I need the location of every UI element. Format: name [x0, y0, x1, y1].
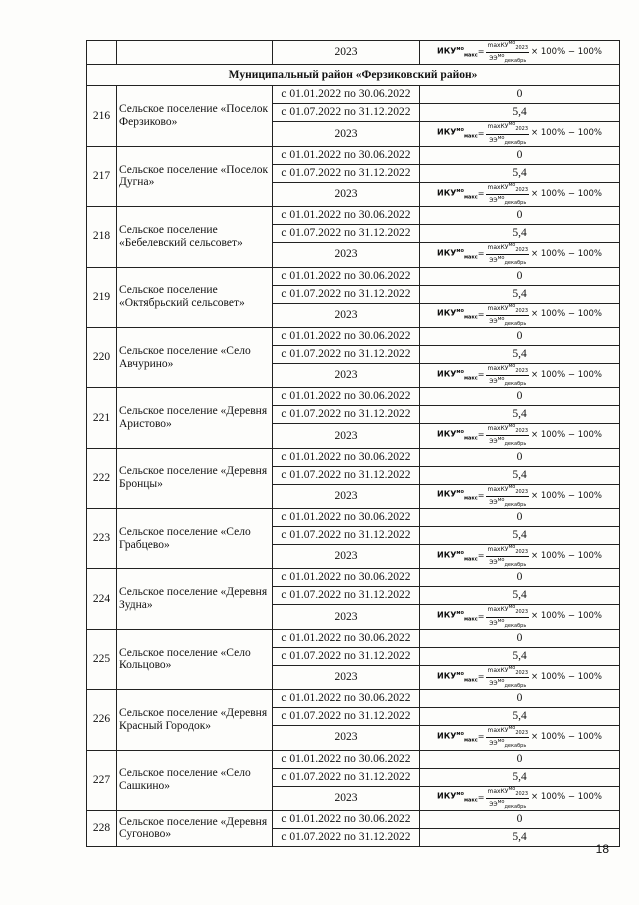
value-cell: 0 — [420, 146, 620, 164]
period-cell: с 01.01.2022 по 30.06.2022 — [273, 267, 420, 285]
period-cell: 2023 — [273, 545, 420, 569]
formula-fraction — [486, 183, 529, 206]
row-number-cell: 219 — [87, 267, 117, 327]
formula-lhs: $ИКУ^{мо}_{макс}$ — [437, 610, 478, 623]
formula-equals: = — [477, 792, 485, 802]
formula-lhs: $ИКУ^{мо}_{макс}$ — [437, 127, 478, 140]
row-number-cell — [87, 41, 117, 65]
formula-cell — [420, 122, 620, 146]
formula — [437, 243, 602, 266]
table-row — [87, 388, 620, 406]
period-cell: с 01.01.2022 по 30.06.2022 — [273, 810, 420, 828]
value-cell: 0 — [420, 509, 620, 527]
formula-denominator: $ЭЭ^{мо}_{декабрь}$ — [489, 677, 527, 690]
table-row — [87, 810, 620, 828]
period-cell: с 01.07.2022 по 31.12.2022 — [273, 164, 420, 182]
formula-lhs: $ИКУ^{мо}_{макс}$ — [437, 247, 478, 261]
formula-cell — [420, 665, 620, 689]
period-cell: с 01.07.2022 по 31.12.2022 — [273, 104, 420, 122]
formula — [437, 787, 602, 810]
formula-denominator: $ЭЭ^{мо}_{декабрь}$ — [489, 557, 527, 569]
settlement-name-cell: Сельское поселение «Деревня Бронцы» — [117, 448, 273, 508]
value-cell: 0 — [420, 327, 620, 345]
table-row — [87, 569, 620, 587]
value-cell: 0 — [420, 267, 620, 285]
formula-numerator: maxКУ$^{мо}_{2023}$ — [487, 363, 529, 375]
period-cell: с 01.01.2022 по 30.06.2022 — [273, 86, 420, 104]
formula-equals: = — [477, 249, 485, 259]
formula-denominator: $ЭЭ^{мо}_{декабрь}$ — [489, 53, 527, 65]
formula-cell — [420, 786, 620, 810]
formula-denominator: $ЭЭ^{мо}_{декабрь}$ — [489, 376, 527, 388]
formula-fraction — [486, 41, 529, 64]
period-cell: с 01.01.2022 по 30.06.2022 — [273, 207, 420, 225]
period-cell: с 01.07.2022 по 31.12.2022 — [273, 768, 420, 786]
table-row — [87, 629, 620, 647]
period-cell: с 01.01.2022 по 30.06.2022 — [273, 327, 420, 345]
settlement-name-cell: Сельское поселение «Деревня Зудна» — [117, 569, 273, 629]
formula-lhs: $ИКУ^{мо}_{макс}$ — [437, 730, 478, 744]
formula-equals: = — [477, 732, 485, 742]
formula-numerator: maxКУ$^{мо}_{2023}$ — [487, 182, 529, 193]
period-cell: с 01.07.2022 по 31.12.2022 — [273, 406, 420, 424]
row-number-cell: 228 — [87, 810, 117, 846]
formula-denominator: $ЭЭ^{мо}_{декабрь}$ — [489, 617, 527, 629]
table-row — [87, 146, 620, 164]
value-cell: 5,4 — [420, 647, 620, 665]
formula-lhs: $ИКУ^{мо}_{макс}$ — [437, 45, 478, 59]
formula-denominator: $ЭЭ^{мо}_{декабрь}$ — [489, 738, 527, 750]
value-cell: 0 — [420, 86, 620, 104]
formula-cell — [420, 363, 620, 387]
formula — [437, 364, 602, 387]
value-cell: 5,4 — [420, 345, 620, 363]
period-cell: 2023 — [273, 605, 420, 629]
formula-rhs: × 100% − 100% — [531, 550, 602, 561]
formula-rhs: × 100% − 100% — [531, 732, 602, 743]
formula-numerator: maxКУ$^{мо}_{2023}$ — [487, 604, 529, 616]
table-row — [87, 690, 620, 708]
settlement-name-cell: Сельское поселение «Поселок Ферзиково» — [117, 86, 273, 146]
value-cell: 5,4 — [420, 225, 620, 243]
row-number-cell: 221 — [87, 388, 117, 448]
formula-lhs: $ИКУ^{мо}_{макс}$ — [437, 791, 478, 804]
formula-equals: = — [477, 128, 485, 138]
value-cell: 5,4 — [420, 587, 620, 605]
value-cell: 0 — [420, 388, 620, 406]
period-cell: 2023 — [273, 424, 420, 448]
row-number-cell: 227 — [87, 750, 117, 810]
period-cell: с 01.07.2022 по 31.12.2022 — [273, 708, 420, 726]
formula-lhs: $ИКУ^{мо}_{макс}$ — [437, 549, 478, 563]
table-row — [87, 509, 620, 527]
period-cell: с 01.07.2022 по 31.12.2022 — [273, 828, 420, 846]
formula — [437, 183, 602, 206]
value-cell: 0 — [420, 207, 620, 225]
formula-fraction — [486, 364, 529, 387]
row-number-cell: 225 — [87, 629, 117, 689]
period-cell: 2023 — [273, 243, 420, 267]
formula-lhs: $ИКУ^{мо}_{макс}$ — [437, 670, 478, 683]
value-cell: 5,4 — [420, 708, 620, 726]
formula — [437, 41, 602, 64]
formula-numerator: maxКУ$^{мо}_{2023}$ — [487, 423, 529, 435]
value-cell: 5,4 — [420, 164, 620, 182]
formula-equals: = — [477, 309, 485, 319]
formula-equals: = — [477, 47, 485, 57]
formula-equals: = — [477, 490, 485, 500]
period-cell: с 01.01.2022 по 30.06.2022 — [273, 690, 420, 708]
formula — [437, 122, 602, 145]
formula-rhs: × 100% − 100% — [531, 490, 602, 501]
period-cell: с 01.07.2022 по 31.12.2022 — [273, 527, 420, 545]
formula-fraction — [486, 605, 529, 628]
formula-equals: = — [477, 671, 485, 681]
period-cell: с 01.01.2022 по 30.06.2022 — [273, 629, 420, 647]
formula-rhs: × 100% − 100% — [531, 792, 602, 803]
settlement-name-cell: Сельское поселение «Бебелевский сельсовет» — [117, 207, 273, 267]
formula-lhs: $ИКУ^{мо}_{макс}$ — [437, 489, 478, 502]
period-cell: с 01.01.2022 по 30.06.2022 — [273, 146, 420, 164]
value-cell: 5,4 — [420, 104, 620, 122]
formula-cell — [420, 303, 620, 327]
tariff-table — [86, 40, 620, 847]
page-number: 18 — [595, 842, 609, 856]
formula-numerator: maxКУ$^{мо}_{2023}$ — [487, 786, 529, 797]
formula-numerator: maxКУ$^{мо}_{2023}$ — [487, 725, 529, 737]
formula-fraction — [486, 243, 529, 266]
formula-rhs: × 100% − 100% — [531, 309, 602, 320]
formula-cell — [420, 484, 620, 508]
row-number-cell: 220 — [87, 327, 117, 387]
formula-cell — [420, 726, 620, 750]
formula-fraction — [486, 304, 529, 327]
formula-rhs: × 100% − 100% — [531, 671, 602, 682]
period-cell: с 01.07.2022 по 31.12.2022 — [273, 225, 420, 243]
formula-cell — [420, 243, 620, 267]
formula-numerator: maxКУ$^{мо}_{2023}$ — [487, 303, 529, 314]
period-cell: с 01.07.2022 по 31.12.2022 — [273, 285, 420, 303]
row-number-cell: 223 — [87, 509, 117, 569]
formula — [437, 726, 602, 749]
formula-cell — [420, 545, 620, 569]
formula-equals: = — [477, 188, 485, 198]
formula-fraction — [486, 545, 529, 568]
formula-lhs: $ИКУ^{мо}_{макс}$ — [437, 429, 478, 442]
formula-numerator: maxКУ$^{мо}_{2023}$ — [487, 544, 529, 556]
formula-denominator: $ЭЭ^{мо}_{декабрь}$ — [489, 315, 527, 327]
formula-cell — [420, 182, 620, 206]
table-row — [87, 86, 620, 104]
row-number-cell: 222 — [87, 448, 117, 508]
formula-numerator: maxКУ$^{мо}_{2023}$ — [487, 665, 529, 676]
value-cell: 0 — [420, 750, 620, 768]
formula — [437, 545, 602, 568]
formula-numerator: maxКУ$^{мо}_{2023}$ — [487, 121, 529, 133]
formula-numerator: maxКУ$^{мо}_{2023}$ — [487, 40, 529, 52]
period-cell: 2023 — [273, 303, 420, 327]
row-number-cell: 224 — [87, 569, 117, 629]
settlement-name-cell: Сельское поселение «Село Авчурино» — [117, 327, 273, 387]
table-row — [87, 448, 620, 466]
period-cell: с 01.07.2022 по 31.12.2022 — [273, 345, 420, 363]
formula-fraction — [486, 787, 529, 810]
region-header: Муниципальный район «Ферзиковский район» — [87, 65, 620, 86]
settlement-name-cell: Сельское поселение «Село Сашкино» — [117, 750, 273, 810]
formula-rhs: × 100% − 100% — [531, 188, 602, 199]
value-cell: 5,4 — [420, 285, 620, 303]
formula-equals: = — [477, 551, 485, 561]
period-cell: 2023 — [273, 182, 420, 206]
period-cell: с 01.01.2022 по 30.06.2022 — [273, 569, 420, 587]
formula-equals: = — [477, 611, 485, 621]
formula-fraction — [486, 122, 529, 145]
period-cell: с 01.07.2022 по 31.12.2022 — [273, 587, 420, 605]
formula-rhs: × 100% − 100% — [531, 249, 602, 260]
table-row — [87, 207, 620, 225]
period-cell: 2023 — [273, 484, 420, 508]
row-number-cell: 216 — [87, 86, 117, 146]
formula — [437, 485, 602, 508]
value-cell: 5,4 — [420, 406, 620, 424]
value-cell: 5,4 — [420, 828, 620, 846]
formula-denominator: $ЭЭ^{мо}_{декабрь}$ — [489, 134, 527, 146]
period-cell: с 01.01.2022 по 30.06.2022 — [273, 448, 420, 466]
value-cell: 0 — [420, 569, 620, 587]
value-cell: 0 — [420, 448, 620, 466]
formula-equals: = — [477, 430, 485, 440]
settlement-name-cell: Сельское поселение «Деревня Сугоново» — [117, 810, 273, 846]
formula-numerator: maxКУ$^{мо}_{2023}$ — [487, 242, 529, 254]
table-row — [87, 327, 620, 345]
settlement-name-cell: Сельское поселение «Село Грабцево» — [117, 509, 273, 569]
period-cell: с 01.01.2022 по 30.06.2022 — [273, 388, 420, 406]
settlement-name-cell: Сельское поселение «Поселок Дугна» — [117, 146, 273, 206]
settlement-name-cell — [117, 41, 273, 65]
value-cell: 0 — [420, 629, 620, 647]
formula-cell — [420, 605, 620, 629]
formula-numerator: maxКУ$^{мо}_{2023}$ — [487, 484, 529, 495]
region-header-row — [87, 65, 620, 86]
formula-fraction — [486, 666, 529, 689]
formula-denominator: $ЭЭ^{мо}_{декабрь}$ — [489, 496, 527, 508]
formula — [437, 666, 602, 689]
row-number-cell: 217 — [87, 146, 117, 206]
formula-equals: = — [477, 370, 485, 380]
period-cell: 2023 — [273, 122, 420, 146]
formula-cell — [420, 424, 620, 448]
value-cell: 5,4 — [420, 466, 620, 484]
formula-rhs: × 100% − 100% — [531, 611, 602, 622]
formula — [437, 304, 602, 327]
settlement-name-cell: Сельское поселение «Октябрьский сельсовет» — [117, 267, 273, 327]
period-cell: 2023 — [273, 665, 420, 689]
formula-denominator: $ЭЭ^{мо}_{декабрь}$ — [489, 436, 527, 448]
formula-fraction — [486, 726, 529, 749]
formula-lhs: $ИКУ^{мо}_{макс}$ — [437, 187, 478, 200]
table-row — [87, 267, 620, 285]
value-cell: 5,4 — [420, 768, 620, 786]
formula-cell — [420, 41, 620, 65]
settlement-name-cell: Сельское поселение «Деревня Красный Городок» — [117, 690, 273, 750]
table-row — [87, 750, 620, 768]
formula-rhs: × 100% − 100% — [531, 369, 602, 380]
period-cell: с 01.01.2022 по 30.06.2022 — [273, 509, 420, 527]
settlement-name-cell: Сельское поселение «Село Кольцово» — [117, 629, 273, 689]
formula-rhs: × 100% − 100% — [531, 430, 602, 441]
formula — [437, 605, 602, 628]
formula-lhs: $ИКУ^{мо}_{макс}$ — [437, 308, 478, 321]
formula-lhs: $ИКУ^{мо}_{макс}$ — [437, 368, 478, 381]
formula-rhs: × 100% − 100% — [531, 128, 602, 139]
period-cell: 2023 — [273, 786, 420, 810]
value-cell: 0 — [420, 810, 620, 828]
formula-denominator: $ЭЭ^{мо}_{декабрь}$ — [489, 194, 527, 207]
row-number-cell: 218 — [87, 207, 117, 267]
formula-denominator: $ЭЭ^{мо}_{декабрь}$ — [489, 255, 527, 267]
period-cell: 2023 — [273, 41, 420, 65]
formula-rhs: × 100% − 100% — [531, 46, 602, 57]
formula-fraction — [486, 485, 529, 508]
formula-fraction — [486, 424, 529, 447]
period-cell: с 01.01.2022 по 30.06.2022 — [273, 750, 420, 768]
formula-denominator: $ЭЭ^{мо}_{декабрь}$ — [489, 798, 527, 810]
row-number-cell: 226 — [87, 690, 117, 750]
settlement-name-cell: Сельское поселение «Деревня Аристово» — [117, 388, 273, 448]
period-cell: с 01.07.2022 по 31.12.2022 — [273, 466, 420, 484]
value-cell: 0 — [420, 690, 620, 708]
period-cell: 2023 — [273, 726, 420, 750]
value-cell: 5,4 — [420, 527, 620, 545]
table-row — [87, 41, 620, 65]
formula — [437, 424, 602, 447]
period-cell: с 01.07.2022 по 31.12.2022 — [273, 647, 420, 665]
period-cell: 2023 — [273, 363, 420, 387]
